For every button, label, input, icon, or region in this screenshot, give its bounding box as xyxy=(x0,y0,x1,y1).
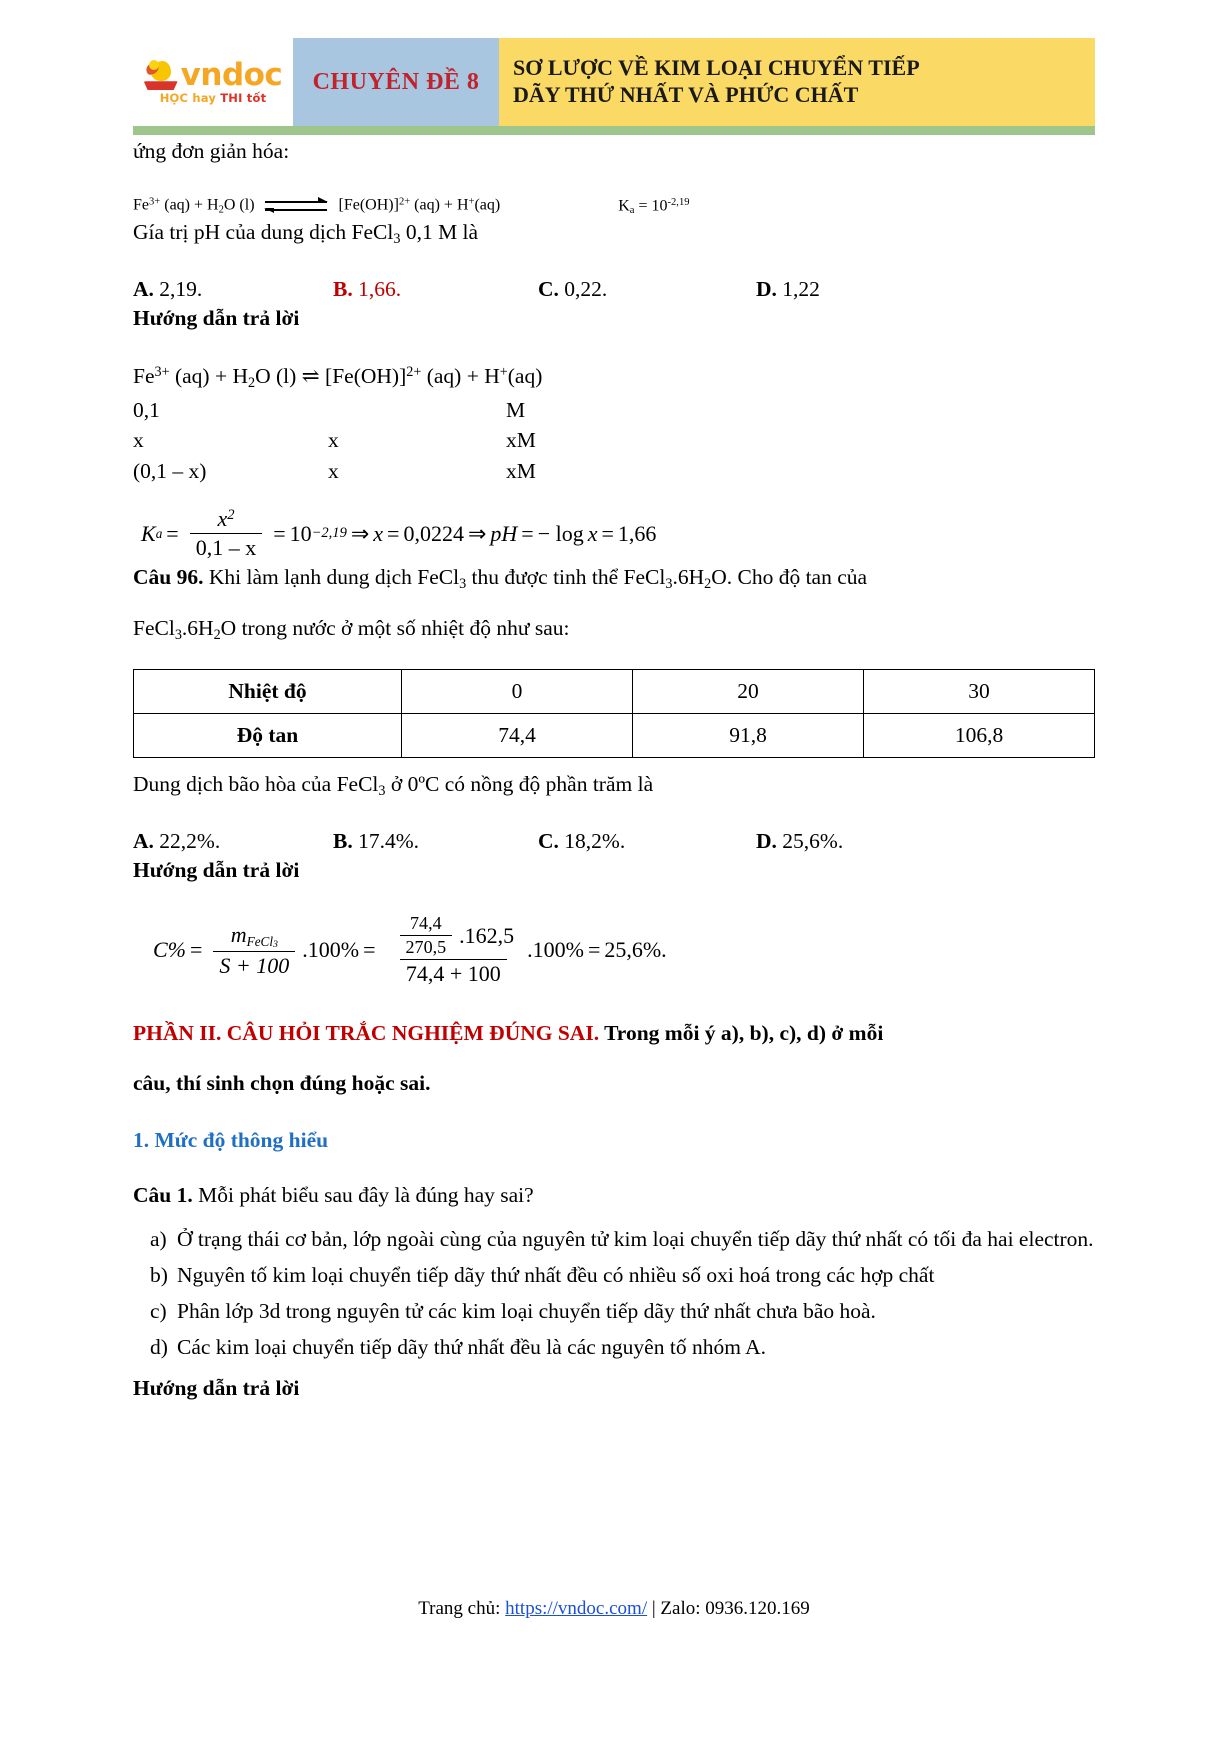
ka-equals-1: = xyxy=(166,520,179,546)
statement-text-a: Ở trạng thái cơ bản, lớp ngoài cùng của nguyên tử kim loại chuyển tiếp dãy thứ nhất có tối đa hai electron. xyxy=(177,1226,1094,1251)
option-d-2[interactable] xyxy=(756,829,843,854)
statement-text-c: Phân lớp 3d trong nguyên tử các kim loại chuyển tiếp dãy thứ nhất chưa bão hoà. xyxy=(177,1299,876,1323)
header-title-block xyxy=(499,38,1095,126)
footer-suffix: | Zalo: 0936.120.169 xyxy=(647,1598,810,1619)
cau96-l2-sub-b: 2 xyxy=(213,627,221,643)
footer-prefix: Trang chủ: xyxy=(418,1598,506,1619)
table-row-label-temperature: Nhiệt độ xyxy=(134,669,402,713)
table-row xyxy=(134,669,1095,713)
q95-text-a: Gía trị pH của dung dịch FeCl xyxy=(133,220,394,245)
ka-x-value: 0,0224 xyxy=(403,520,464,546)
statement-text-d: Các kim loại chuyển tiếp dãy thứ nhất đều là các nguyên tố nhóm A. xyxy=(177,1335,767,1360)
cau96-l2-c: O trong nước ở một số nhiệt độ như sau: xyxy=(220,616,570,641)
ice-row-change xyxy=(133,425,1095,456)
cau-96-prompt-line1 xyxy=(133,561,1095,596)
cpct-m-sub2: 3 xyxy=(273,938,278,950)
ka-x-var: x xyxy=(373,520,384,546)
eq2-aq-h: (aq) + H xyxy=(169,363,248,388)
chuyen-de-badge xyxy=(293,38,499,126)
q95-fecl3-sub: 3 xyxy=(393,231,401,248)
ka-ph-symbol: pH xyxy=(490,520,518,546)
eq2-h2-sub: 2 xyxy=(248,374,256,391)
solubility-cell-0: 74,4 xyxy=(402,713,633,757)
statement-text-b: Nguyên tố kim loại chuyển tiếp dãy thứ nhất đều có nhiều số oxi hoá trong các hợp chất xyxy=(177,1262,935,1287)
eq1-h-charge: + xyxy=(468,196,475,208)
option-d-2-value: 25,6%. xyxy=(782,828,844,853)
footer-website-link[interactable]: https://vndoc.com/ xyxy=(505,1598,648,1619)
ka-exponent: -2,19 xyxy=(667,196,690,208)
option-b-2-label: B. xyxy=(333,828,353,853)
option-c-value: 0,22. xyxy=(564,277,608,302)
cau96-text-d: O. Cho độ tan của xyxy=(711,565,868,590)
cpct-inner-bottom: 270,5 xyxy=(400,935,453,958)
ice-change-c2: x xyxy=(328,428,339,453)
concentration-percent-formula xyxy=(153,913,1095,987)
cpct-equals-1: = xyxy=(190,937,203,963)
list-item xyxy=(133,1259,1095,1291)
ka-neg-log: − log xyxy=(537,520,584,546)
cau96-l2-a: FeCl xyxy=(133,616,175,641)
document-content xyxy=(133,135,1095,1405)
option-a[interactable] xyxy=(133,277,333,302)
logo-tagline-part2: THI tốt xyxy=(220,91,267,106)
option-a-2-value: 22,2%. xyxy=(159,828,221,853)
ice-change-c1: x xyxy=(133,428,144,453)
phan-2-subtitle: Trong mỗi ý a), b), c), d) ở mỗi xyxy=(599,1021,884,1046)
solubility-cell-30: 106,8 xyxy=(864,713,1095,757)
cau96-sub-c: 2 xyxy=(704,576,712,593)
ka-value-expression xyxy=(618,197,689,216)
cau96-text-a: Khi làm lạnh dung dịch FeCl xyxy=(208,565,460,590)
option-b[interactable] xyxy=(333,277,538,302)
statement-marker-c: c) xyxy=(150,1299,167,1323)
eq1-h2-sub: 2 xyxy=(218,204,224,216)
cau-96-number: Câu 96. xyxy=(133,565,204,590)
ka-subscript: a xyxy=(629,204,635,216)
eq2-prod-charge: 2+ xyxy=(406,363,422,380)
ka-numerator xyxy=(211,506,240,533)
ka-calculation-formula xyxy=(141,506,1095,561)
eq2-mid: O (l) ⇌ [Fe(OH)] xyxy=(255,363,407,388)
eq1-h-aq: (aq) xyxy=(474,196,501,214)
eq2-end: (aq) xyxy=(507,363,543,388)
page-footer xyxy=(0,1598,1228,1620)
eq1-fe-charge: 3+ xyxy=(149,196,161,208)
option-c-2-label: C. xyxy=(538,828,559,853)
phan-2-title: PHẦN II. CÂU HỎI TRẮC NGHIỆM ĐÚNG SAI. xyxy=(133,1021,600,1046)
page-header-banner xyxy=(133,38,1095,126)
solution-heading-1: Hướng dẫn trả lời xyxy=(133,306,300,331)
cpct-outer-denominator: 74,4 + 100 xyxy=(400,959,507,987)
option-b-2[interactable] xyxy=(333,829,538,854)
q95-text-b: 0,1 M là xyxy=(400,220,479,245)
cpct-equals-3: = xyxy=(587,937,601,963)
muc-do-heading: 1. Mức độ thông hiểu xyxy=(133,1127,329,1152)
cau-96-prompt-line2 xyxy=(133,612,1095,647)
temperature-cell-0: 0 xyxy=(402,669,633,713)
cau96-sub-b: 3 xyxy=(665,576,673,593)
ka-ten-exponent: −2,19 xyxy=(311,525,347,542)
statement-marker-a: a) xyxy=(150,1226,167,1251)
eq2-fe: Fe xyxy=(133,363,155,388)
ice-row-initial xyxy=(133,395,1095,426)
option-d-label: D. xyxy=(756,277,777,302)
ka-implies-1: ⇒ xyxy=(350,520,370,546)
ice-initial-c2 xyxy=(328,395,506,426)
header-title-line-1: SƠ LƯỢC VỀ KIM LOẠI CHUYỂN TIẾP xyxy=(513,55,920,81)
option-c-2[interactable] xyxy=(538,829,756,854)
ka-symbol: K xyxy=(618,196,630,214)
solubility-cell-20: 91,8 xyxy=(633,713,864,757)
solubility-data-table xyxy=(133,669,1095,758)
cpct-den-s100: S + 100 xyxy=(213,951,295,979)
table-row xyxy=(134,713,1095,757)
option-c-2-value: 18,2%. xyxy=(564,828,626,853)
statement-marker-b: b) xyxy=(150,1262,168,1287)
ka-implies-2: ⇒ xyxy=(467,520,487,546)
statement-marker-d: d) xyxy=(150,1335,168,1360)
eq1-product-charge: 2+ xyxy=(398,196,411,208)
table-row-label-solubility: Độ tan xyxy=(134,713,402,757)
ka-ten-base: 10 xyxy=(289,520,312,546)
eq1-product-aq: (aq) + H xyxy=(410,196,469,214)
ka-a-subscript: a xyxy=(155,525,163,541)
eq2-fe-charge: 3+ xyxy=(154,363,170,380)
phan-2-heading-line2: câu, thí sinh chọn đúng hoặc sai. xyxy=(133,1070,431,1095)
statements-list xyxy=(133,1223,1095,1364)
ka-equals-2: = xyxy=(273,520,286,546)
ice-table-block xyxy=(133,360,1095,487)
equation-1-left xyxy=(133,196,500,216)
equation-1-row xyxy=(133,196,1095,216)
after-table-question xyxy=(133,768,1095,803)
eq1-aq-h: (aq) + H xyxy=(160,196,219,214)
cpct-fraction-2 xyxy=(387,913,521,987)
logo-tagline-part1: HỌC hay xyxy=(159,91,217,106)
ice-initial-c3: M xyxy=(506,397,526,422)
ice-initial-c1: 0,1 xyxy=(133,397,160,422)
ka-num-x: x xyxy=(217,506,228,532)
cpct-mul-2: .100% xyxy=(527,937,584,963)
ka-equals-5: = xyxy=(601,520,614,546)
ka-ph-value: 1,66 xyxy=(617,520,657,546)
cau-1-number: Câu 1. xyxy=(133,1183,193,1208)
logo-tagline xyxy=(160,93,267,105)
ice-change-c3: xM xyxy=(506,428,536,453)
ka-fraction xyxy=(190,506,263,561)
cau96-l2-sub-a: 3 xyxy=(174,627,182,643)
cpct-equals-2: = xyxy=(363,937,376,963)
ka-num-exp: 2 xyxy=(227,506,235,523)
eq1-o-liq: O (l) xyxy=(223,196,255,214)
cau96-l2-b: .6H xyxy=(181,616,214,641)
option-b-value: 1,66. xyxy=(358,277,402,302)
option-d-value: 1,22 xyxy=(782,277,820,302)
option-b-2-value: 17.4%. xyxy=(358,828,420,853)
ice-row-equilibrium xyxy=(133,456,1095,487)
cpct-m-sub: FeCl xyxy=(246,933,274,949)
option-d-2-label: D. xyxy=(756,828,777,853)
ka-equals-4: = xyxy=(521,520,534,546)
solution-heading-3: Hướng dẫn trả lời xyxy=(133,1375,300,1400)
temperature-cell-20: 20 xyxy=(633,669,864,713)
header-green-rule xyxy=(133,126,1095,135)
temperature-cell-30: 30 xyxy=(864,669,1095,713)
cpct-result: 25,6%. xyxy=(604,937,667,963)
cpct-inner-fraction xyxy=(400,913,453,958)
ice-eq-c2: x xyxy=(328,458,339,483)
answer-options-q96 xyxy=(133,829,1095,854)
ice-eq-c3: xM xyxy=(506,458,536,483)
list-item xyxy=(133,1331,1095,1363)
option-a-label: A. xyxy=(133,277,154,302)
list-item xyxy=(133,1295,1095,1327)
after-table-b: ở 0ºC có nồng độ phần trăm là xyxy=(385,771,654,796)
header-title-line-2: DÃY THỨ NHẤT VÀ PHỨC CHẤT xyxy=(513,82,859,107)
phan-2-heading-line1 xyxy=(133,1017,1095,1050)
logo-wordmark: vndoc xyxy=(180,56,283,93)
solution-heading-2: Hướng dẫn trả lời xyxy=(133,857,300,882)
eq1-fe: Fe xyxy=(133,196,149,214)
list-item xyxy=(133,1223,1095,1255)
option-b-label: B. xyxy=(333,277,353,302)
chuyen-de-label: CHUYÊN ĐỀ 8 xyxy=(312,68,480,95)
cau-1-text: Mỗi phát biểu sau đây là đúng hay sai? xyxy=(192,1183,534,1208)
ka-log-arg: x xyxy=(587,520,598,546)
ice-eq-c1: (0,1 – x) xyxy=(133,458,207,483)
ka-denominator: 0,1 – x xyxy=(190,533,263,561)
eq1-product: [Fe(OH)] xyxy=(338,196,399,214)
option-d[interactable] xyxy=(756,277,820,302)
ka-equals-ten: = 10 xyxy=(634,196,668,214)
cau96-sub-a: 3 xyxy=(459,576,467,593)
cau96-text-b: thu được tinh thể FeCl xyxy=(466,565,666,590)
ka-k-symbol: K xyxy=(141,520,156,546)
cpct-num-mass xyxy=(225,922,284,951)
option-a-2[interactable] xyxy=(133,829,333,854)
cpct-m-symbol: m xyxy=(230,921,247,947)
cpct-mul-1: .100% xyxy=(302,937,360,963)
cau-1-prompt xyxy=(133,1179,1095,1212)
cpct-inner-top: 74,4 xyxy=(410,913,442,934)
cpct-symbol: C% xyxy=(153,937,186,963)
after-table-sub: 3 xyxy=(378,782,386,799)
cpct-inner-numerator xyxy=(387,913,521,959)
after-table-a: Dung dịch bão hòa của FeCl xyxy=(133,771,379,796)
option-a-2-label: A. xyxy=(133,828,154,853)
equation-2 xyxy=(133,360,1095,395)
answer-options-q95 xyxy=(133,277,1095,302)
cpct-inner-mul: .162,5 xyxy=(459,922,515,948)
cau96-text-c: .6H xyxy=(672,565,705,590)
option-a-value: 2,19. xyxy=(159,277,203,302)
cpct-fraction-1 xyxy=(213,922,295,979)
eq2-aq2: (aq) + H xyxy=(421,363,500,388)
option-c[interactable] xyxy=(538,277,756,302)
chick-book-logo-icon xyxy=(144,59,178,91)
vndoc-logo xyxy=(133,38,293,126)
eq2-h-charge: + xyxy=(499,363,508,380)
option-c-label: C. xyxy=(538,277,559,302)
equilibrium-arrows-icon xyxy=(265,196,329,216)
intro-line: ứng đơn giản hóa: xyxy=(133,139,290,163)
question-95-prompt xyxy=(133,216,1095,251)
ka-equals-3: = xyxy=(387,520,400,546)
